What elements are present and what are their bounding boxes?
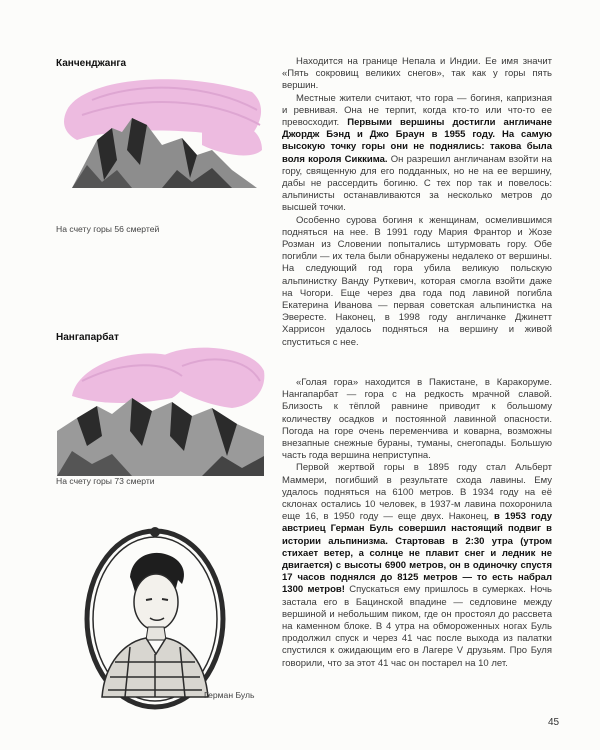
paragraph: Особенно сурова богиня к женщинам, осмелившимся подняться на нее. В 1991 году Мария Франтор и Жозе Розман из Словении попытались штурмовать гору. Обе погибли — их тела были обнаружены недалеко от вершины. На следующий год гора убила великую польскую альпинистку Ванду Руткевич, которая смогла взойти даже на Чогори. Еще через два года под лавиной погибла Екатерина Иванова — первая советская альпинистка на Эвересте. Наконец, в 1998 году англичанке Джинетт Харрисон удалось подняться на вершину и живой спуститься с нее. bbox=[282, 214, 552, 348]
mountain-range bbox=[57, 398, 264, 476]
portrait-frame bbox=[80, 522, 230, 712]
nanga-parbat-text bbox=[282, 377, 552, 670]
section-heading-nanga-parbat: Нангапарбат bbox=[56, 332, 119, 343]
portrait-caption: Герман Буль bbox=[204, 690, 255, 700]
nanga-parbat-caption: На счету горы 73 смерти bbox=[56, 476, 155, 486]
page-number: 45 bbox=[548, 717, 560, 728]
frame-ornament bbox=[150, 527, 160, 537]
paragraph: Первой жертвой горы в 1895 году стал Альберт Маммери, погибший в результате схода лавины. Ему удалось подняться на 6100 метров. В 1934 году на её склонах остались 10 человек, в 1937-м лавина похоронила еще 16, в 1950 году — еще двух. Наконец, в 1953 году австриец Герман Буль совершил настоящий подвиг в истории альпинизма. Стартовав в 2:30 утра (утром стихает ветер, а солнце не плавит снег и ледник не двигается) с высоты 6900 метров, он в одиночку спустя 17 часов поднялся до 8125 метров — то есть набрал 1300 метров! Спускаться ему пришлось в сумерках. Ночь застала его в Бацинской впадине — седловине между вершиной и небольшим пиком, где он простоял до рассвета на каменном блоке. В 4 утра на обмороженных ногах Буль продолжил спуск и через 41 час после выхода из палатки спустился к ожидающим его в Лагере V друзьям. Про Буля говорили, что за этот 41 час он постарел на 10 лет. bbox=[282, 462, 552, 669]
paragraph: Местные жители считают, что гора — богиня, капризная и ревнивая. Она не терпит, когда кто-то или что-то ее превосходит. Первыми вершины достигли англичане Джордж Бэнд и Джо Браун в 1955 году. На самую высокую точку горы они не поднялись: такова была воля короля Сиккима. Он разрешил англичанам взойти на гору, священную для его подданных, но не на ее вершину, дабы не рассердить богиню. С тех пор так и повелось: альпинисты останавливаются за несколько метров до высшей точки. bbox=[282, 92, 552, 214]
pink-sky-strokes bbox=[64, 79, 262, 155]
kangchenjunga-text bbox=[282, 56, 552, 349]
nanga-parbat-illustration bbox=[52, 336, 270, 476]
paragraph: Находится на границе Непала и Индии. Ее имя значит «Пять сокровищ великих снегов», так как у горы пять вершин. bbox=[282, 56, 552, 92]
pink-sky-strokes bbox=[72, 348, 264, 408]
kangchenjunga-caption: На счету горы 56 смертей bbox=[56, 224, 160, 234]
paragraph: «Голая гора» находится в Пакистане, в Каракоруме. Нангапарбат — гора с на редкость мрачной славой. Близость к тёплой равнине приводит к большому количеству осадков и постоянной лавинной опасности. Погода на горе очень переменчива и коварна, возможны внезапные снежные бураны, туманы, снегопады. Большую часть года вершина неприступна. bbox=[282, 377, 552, 462]
section-heading-kangchenjunga: Канченджанга bbox=[56, 58, 127, 69]
kangchenjunga-illustration bbox=[62, 70, 267, 200]
hermann-buhl-portrait bbox=[102, 553, 208, 697]
